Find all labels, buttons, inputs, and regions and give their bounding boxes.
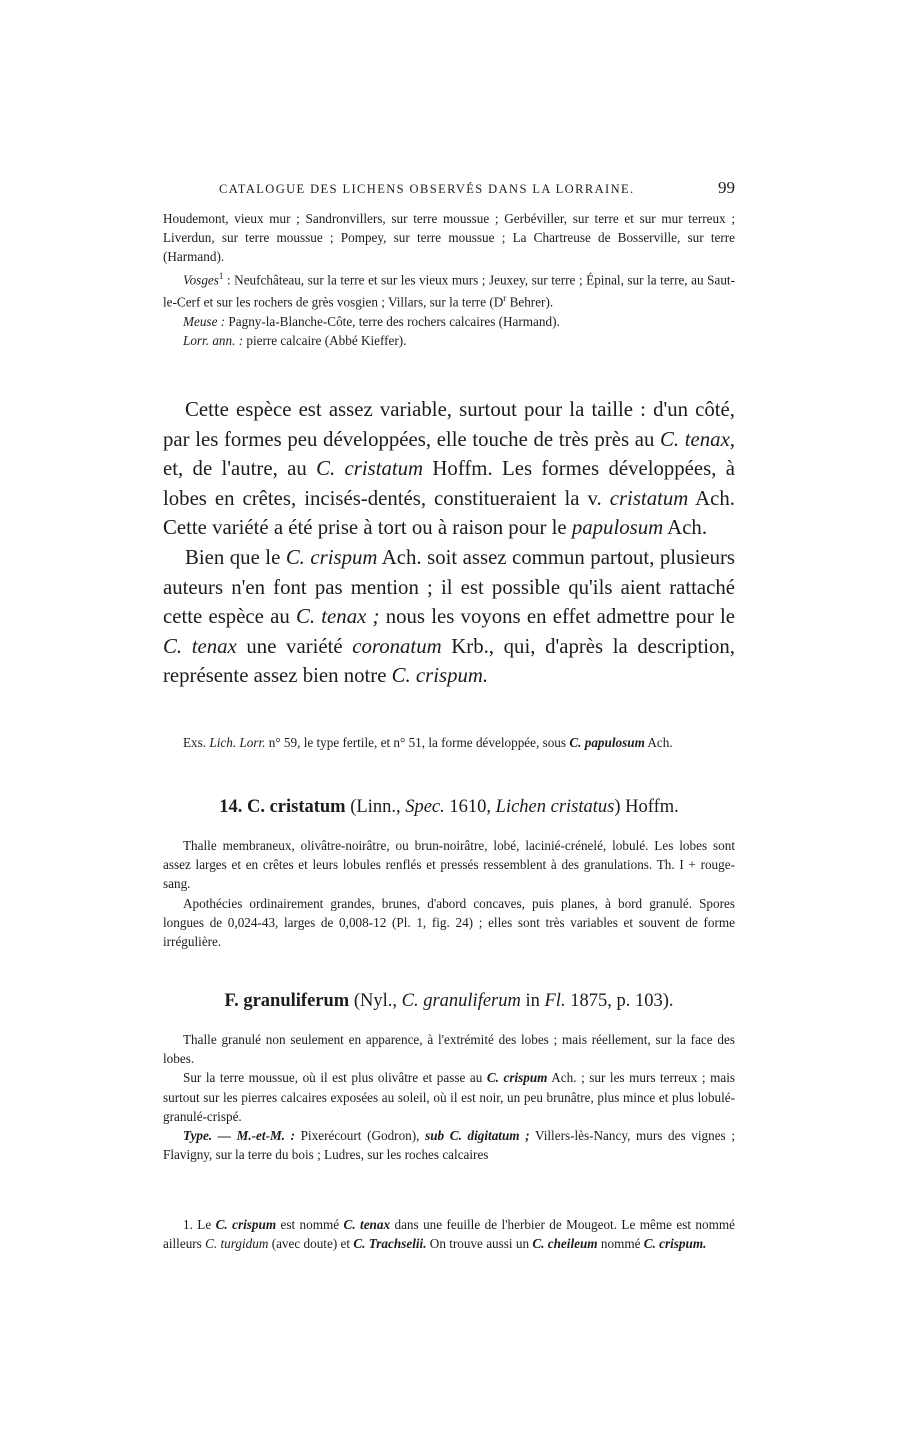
footnote xyxy=(163,1215,735,1253)
running-title: CATALOGUE DES LICHENS OBSERVÉS DANS LA LORRAINE. xyxy=(219,182,635,196)
form-description xyxy=(163,1030,735,1164)
exsiccata-paragraph: Exs. Lich. Lorr. n° 59, le type fertile, et n° 51, la forme développée, sous C. papulosum Ach. xyxy=(183,735,673,750)
form-thallus-paragraph: Thalle granulé non seulement en apparence, à l'extrémité des lobes ; mais réellement, sur la face des lobes. xyxy=(163,1032,735,1067)
discussion-paragraph-2: Bien que le C. crispum Ach. soit assez commun partout, plusieurs auteurs n'en font pas mention ; il est possible qu'ils aient rattaché cette espèce au C. tenax ; nous les voyons en effet admettre pour le C. tenax une variété coronatum Krb., qui, d'après la description, représente assez bien notre C. crispum. xyxy=(163,545,736,688)
locality-paragraph-mm: Houdemont, vieux mur ; Sandronvillers, sur terre moussue ; Gerbéviller, sur terre et sur mur terreux ; Liverdun, sur terre moussue ; Pompey, sur terre moussue ; La Chartreuse de Bosserville, sur terre (Harmand). xyxy=(163,211,735,265)
discussion-block xyxy=(163,395,735,691)
form-habitat-paragraph: Sur la terre moussue, où il est plus olivâtre et passe au C. crispum Ach. ; sur les murs terreux ; mais surtout sur les pierres calcaires exposées au soleil, où il est noir, un peu brunâtre, plus mince et plus lobulé-granulé-crispé. xyxy=(163,1070,736,1124)
localities-block xyxy=(163,209,735,350)
species-description xyxy=(163,836,735,951)
footnote-paragraph: 1. Le C. crispum est nommé C. tenax dans une feuille de l'herbier de Mougeot. Le même est nommé ailleurs C. turgidum (avec doute) et C. Trachselii. On trouve aussi un C. cheileum nommé C. crispum. xyxy=(163,1217,735,1252)
running-header xyxy=(163,178,737,202)
thallus-paragraph: Thalle membraneux, olivâtre-noirâtre, ou brun-noirâtre, lobé, lacinié-crénelé, lobulé. Les lobes sont assez larges et en crêtes et leurs lobules renflés et pressés ressemblent à des granulations. Th. I + rouge-sang. xyxy=(163,838,735,892)
form-type-paragraph: Type. — M.-et-M. : Pixerécourt (Godron), sub C. digitatum ; Villers-lès-Nancy, murs des vignes ; Flavigny, sur la terre du bois ; Ludres, sur les roches calcaires xyxy=(163,1128,735,1163)
apothecia-paragraph: Apothécies ordinairement grandes, brunes, d'abord concaves, puis planes, à bord granulé. Spores longues de 0,024-43, larges de 0,008-12 (Pl. 1, fig. 24) ; elles sont très variables et souvent de forme irrégulière. xyxy=(163,895,735,950)
exsiccata-block xyxy=(163,733,735,752)
locality-paragraph-vosges: Vosges$^1$ : Neufchâteau, sur la terre et sur les vieux murs ; Jeuxey, sur terre ; Épinal, sur la terre, au Saut-le-Cerf et sur les rochers de grès vosgien ; Villars, sur la terre ($D^r$ Behrer). xyxy=(163,270,735,310)
locality-paragraph-meuse: Meuse : Pagny-la-Blanche-Côte, terre des rochers calcaires (Harmand). xyxy=(183,313,560,329)
footnote-ref: 1 xyxy=(218,270,224,281)
form-heading: F. granuliferum (Nyl., C. granuliferum in Fl. 1875, p. 103). xyxy=(224,991,674,1011)
discussion-paragraph-1: Cette espèce est assez variable, surtout pour la taille : d'un côté, par les formes peu développées, elle touche de très près au C. tenax, et, de l'autre, au C. cristatum Hoffm. Les formes développées, à lobes en crêtes, incisés-dentés, constitueraient la v. cristatum Ach. Cette variété a été prise à tort ou à raison pour le papulosum Ach. xyxy=(163,398,736,540)
locality-paragraph-lorraine: Lorr. ann. : pierre calcaire (Abbé Kieffer). xyxy=(183,333,407,348)
species-heading: 14. C. cristatum (Linn., Spec. 1610, Lichen cristatus) Hoffm. xyxy=(219,797,679,817)
page-number: 99 xyxy=(718,178,735,197)
